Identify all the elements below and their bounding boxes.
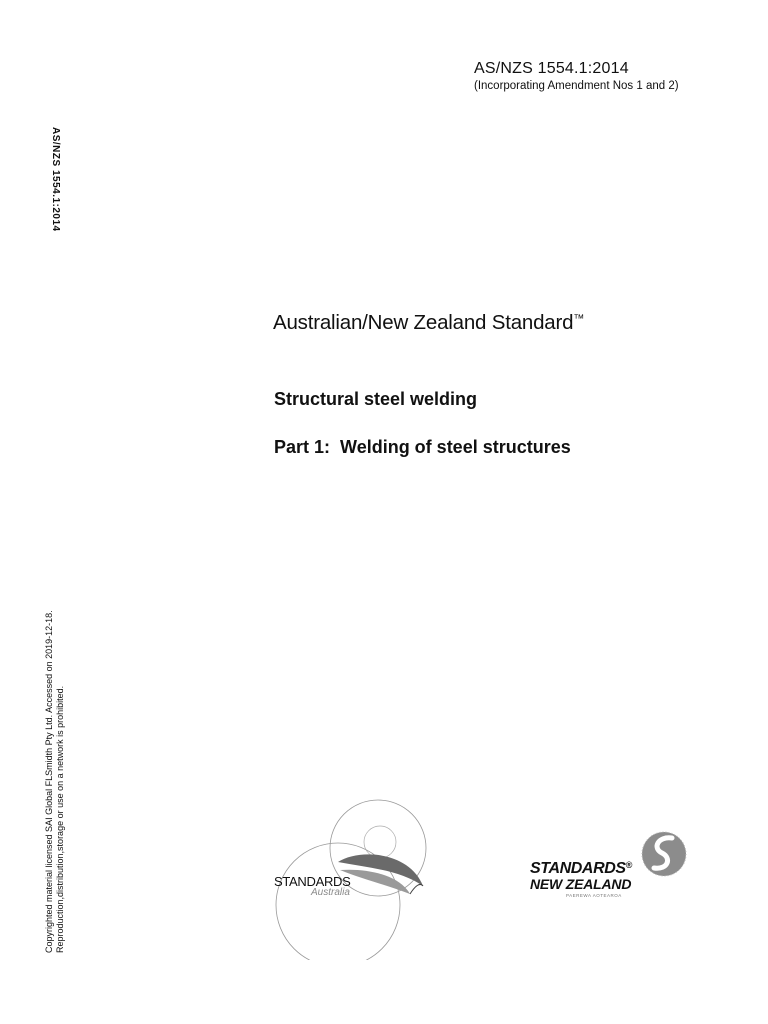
copyright-notice — [44, 578, 66, 953]
standards-australia-wordmark: STANDARDS — [274, 874, 351, 889]
standards-nz-emblem — [638, 826, 690, 892]
document-title — [273, 311, 584, 335]
standard-code: AS/NZS 1554.1:2014 — [474, 60, 629, 77]
standards-nz-line1-text: STANDARDS — [530, 860, 626, 877]
document-subject: Structural steel welding — [274, 389, 478, 409]
side-standard-code: AS/NZS 1554.1:2014 — [50, 127, 61, 232]
document-part: Part 1: Welding of steel structures — [274, 437, 571, 457]
standards-nz-tagline: PAEREWA AOTEAROA — [566, 893, 622, 898]
copyright-line-1: Copyrighted material licensed SAI Global FLSmidth Pty Ltd. Accessed on 2019-12-18. — [44, 610, 54, 953]
registered-mark: ® — [625, 860, 632, 870]
amendment-note: (Incorporating Amendment Nos 1 and 2) — [474, 80, 679, 92]
standards-nz-line2: NEW ZEALAND — [530, 876, 632, 892]
copyright-line-2: Reproduction,distribution,storage or use on a network is prohibited. — [55, 685, 65, 953]
document-title-text: Australian/New Zealand Standard — [273, 311, 574, 334]
trademark-mark: ™ — [573, 313, 585, 325]
standards-australia-subtext: Australia — [311, 887, 350, 898]
